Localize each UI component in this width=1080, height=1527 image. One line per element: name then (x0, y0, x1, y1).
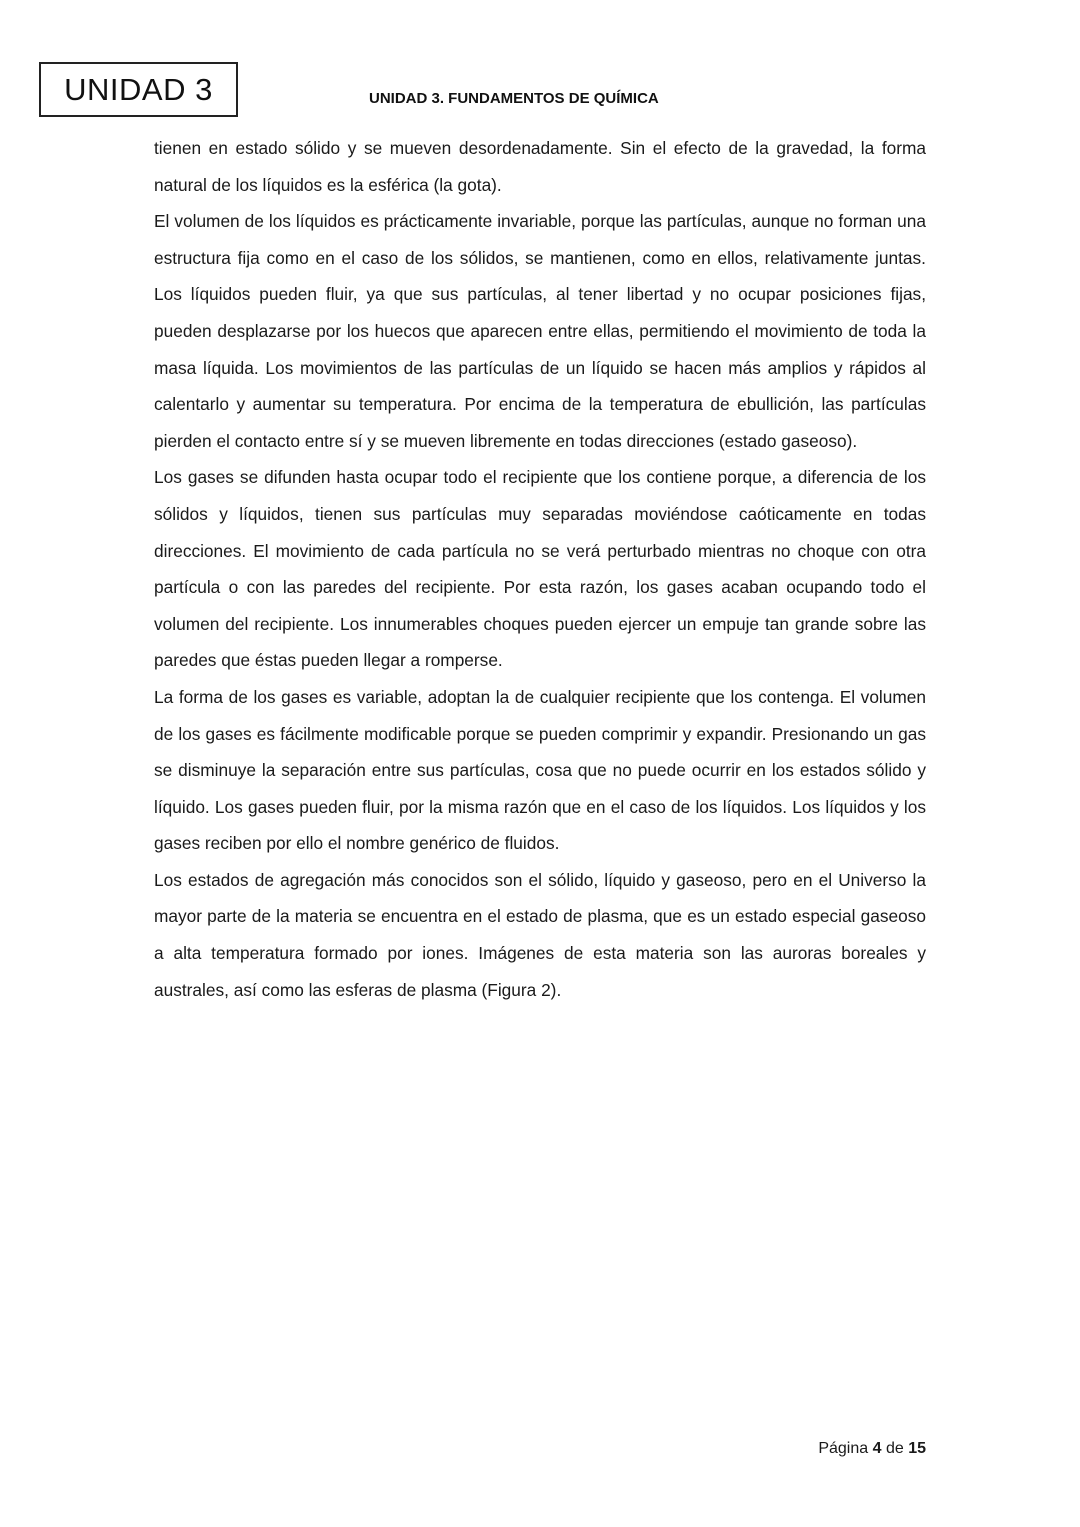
total-pages: 15 (908, 1440, 926, 1457)
paragraph: Los estados de agregación más conocidos son el sólido, líquido y gaseoso, pero en el Universo la mayor parte de la materia se encuentra en el estado de plasma, que es un estado especial gaseoso a alta temperatura formado por iones. Imágenes de esta materia son las auroras boreales y australes, así como las esferas de plasma (Figura 2). (154, 869, 926, 1000)
page-number: 4 (872, 1440, 882, 1457)
paragraph: La forma de los gases es variable, adoptan la de cualquier recipiente que los contenga. El volumen de los gases es fácilmente modificable porque se pueden comprimir y expandir. Presionando un gas se disminuye la separación entre sus partículas, cosa que no puede ocurrir en los estados sólido y líquido. Los gases pueden fluir, por la misma razón que en el caso de los líquidos. Los líquidos y los gases reciben por ello el nombre genérico de fluidos. (154, 686, 926, 854)
unit-label: UNIDAD 3 (64, 71, 213, 107)
page-of-label: de (885, 1440, 904, 1457)
paragraph: tienen en estado sólido y se mueven desordenadamente. Sin el efecto de la gravedad, la forma natural de los líquidos es la esférica (la gota). (154, 138, 926, 195)
page-label: Página (818, 1440, 869, 1457)
unit-label-box (39, 62, 238, 117)
paragraph: Los gases se difunden hasta ocupar todo el recipiente que los contiene porque, a diferencia de los sólidos y líquidos, tienen sus partículas muy separadas moviéndose caóticamente en todas direcciones. El movimiento de cada partícula no se verá perturbado mientras no choque con otra partícula o con las paredes del recipiente. Por esta razón, los gases acaban ocupando todo el volumen del recipiente. Los innumerables choques pueden ejercer un empuje tan grande sobre las paredes que éstas pueden llegar a romperse. (154, 467, 926, 671)
document-body (154, 130, 926, 1008)
page-header-title: UNIDAD 3. FUNDAMENTOS DE QUÍMICA (369, 90, 659, 107)
page-footer (818, 1440, 926, 1458)
paragraph: El volumen de los líquidos es prácticamente invariable, porque las partículas, aunque no forman una estructura fija como en el caso de los sólidos, se mantienen, como en ellos, relativamente juntas. Los líquidos pueden fluir, ya que sus partículas, al tener libertad y no ocupar posiciones fijas, pueden desplazarse por los huecos que aparecen entre ellas, permitiendo el movimiento de toda la masa líquida. Los movimientos de las partículas de un líquido se hacen más amplios y rápidos al calentarlo y aumentar su temperatura. Por encima de la temperatura de ebullición, las partículas pierden el contacto entre sí y se mueven libremente en todas direcciones (estado gaseoso). (154, 211, 926, 451)
